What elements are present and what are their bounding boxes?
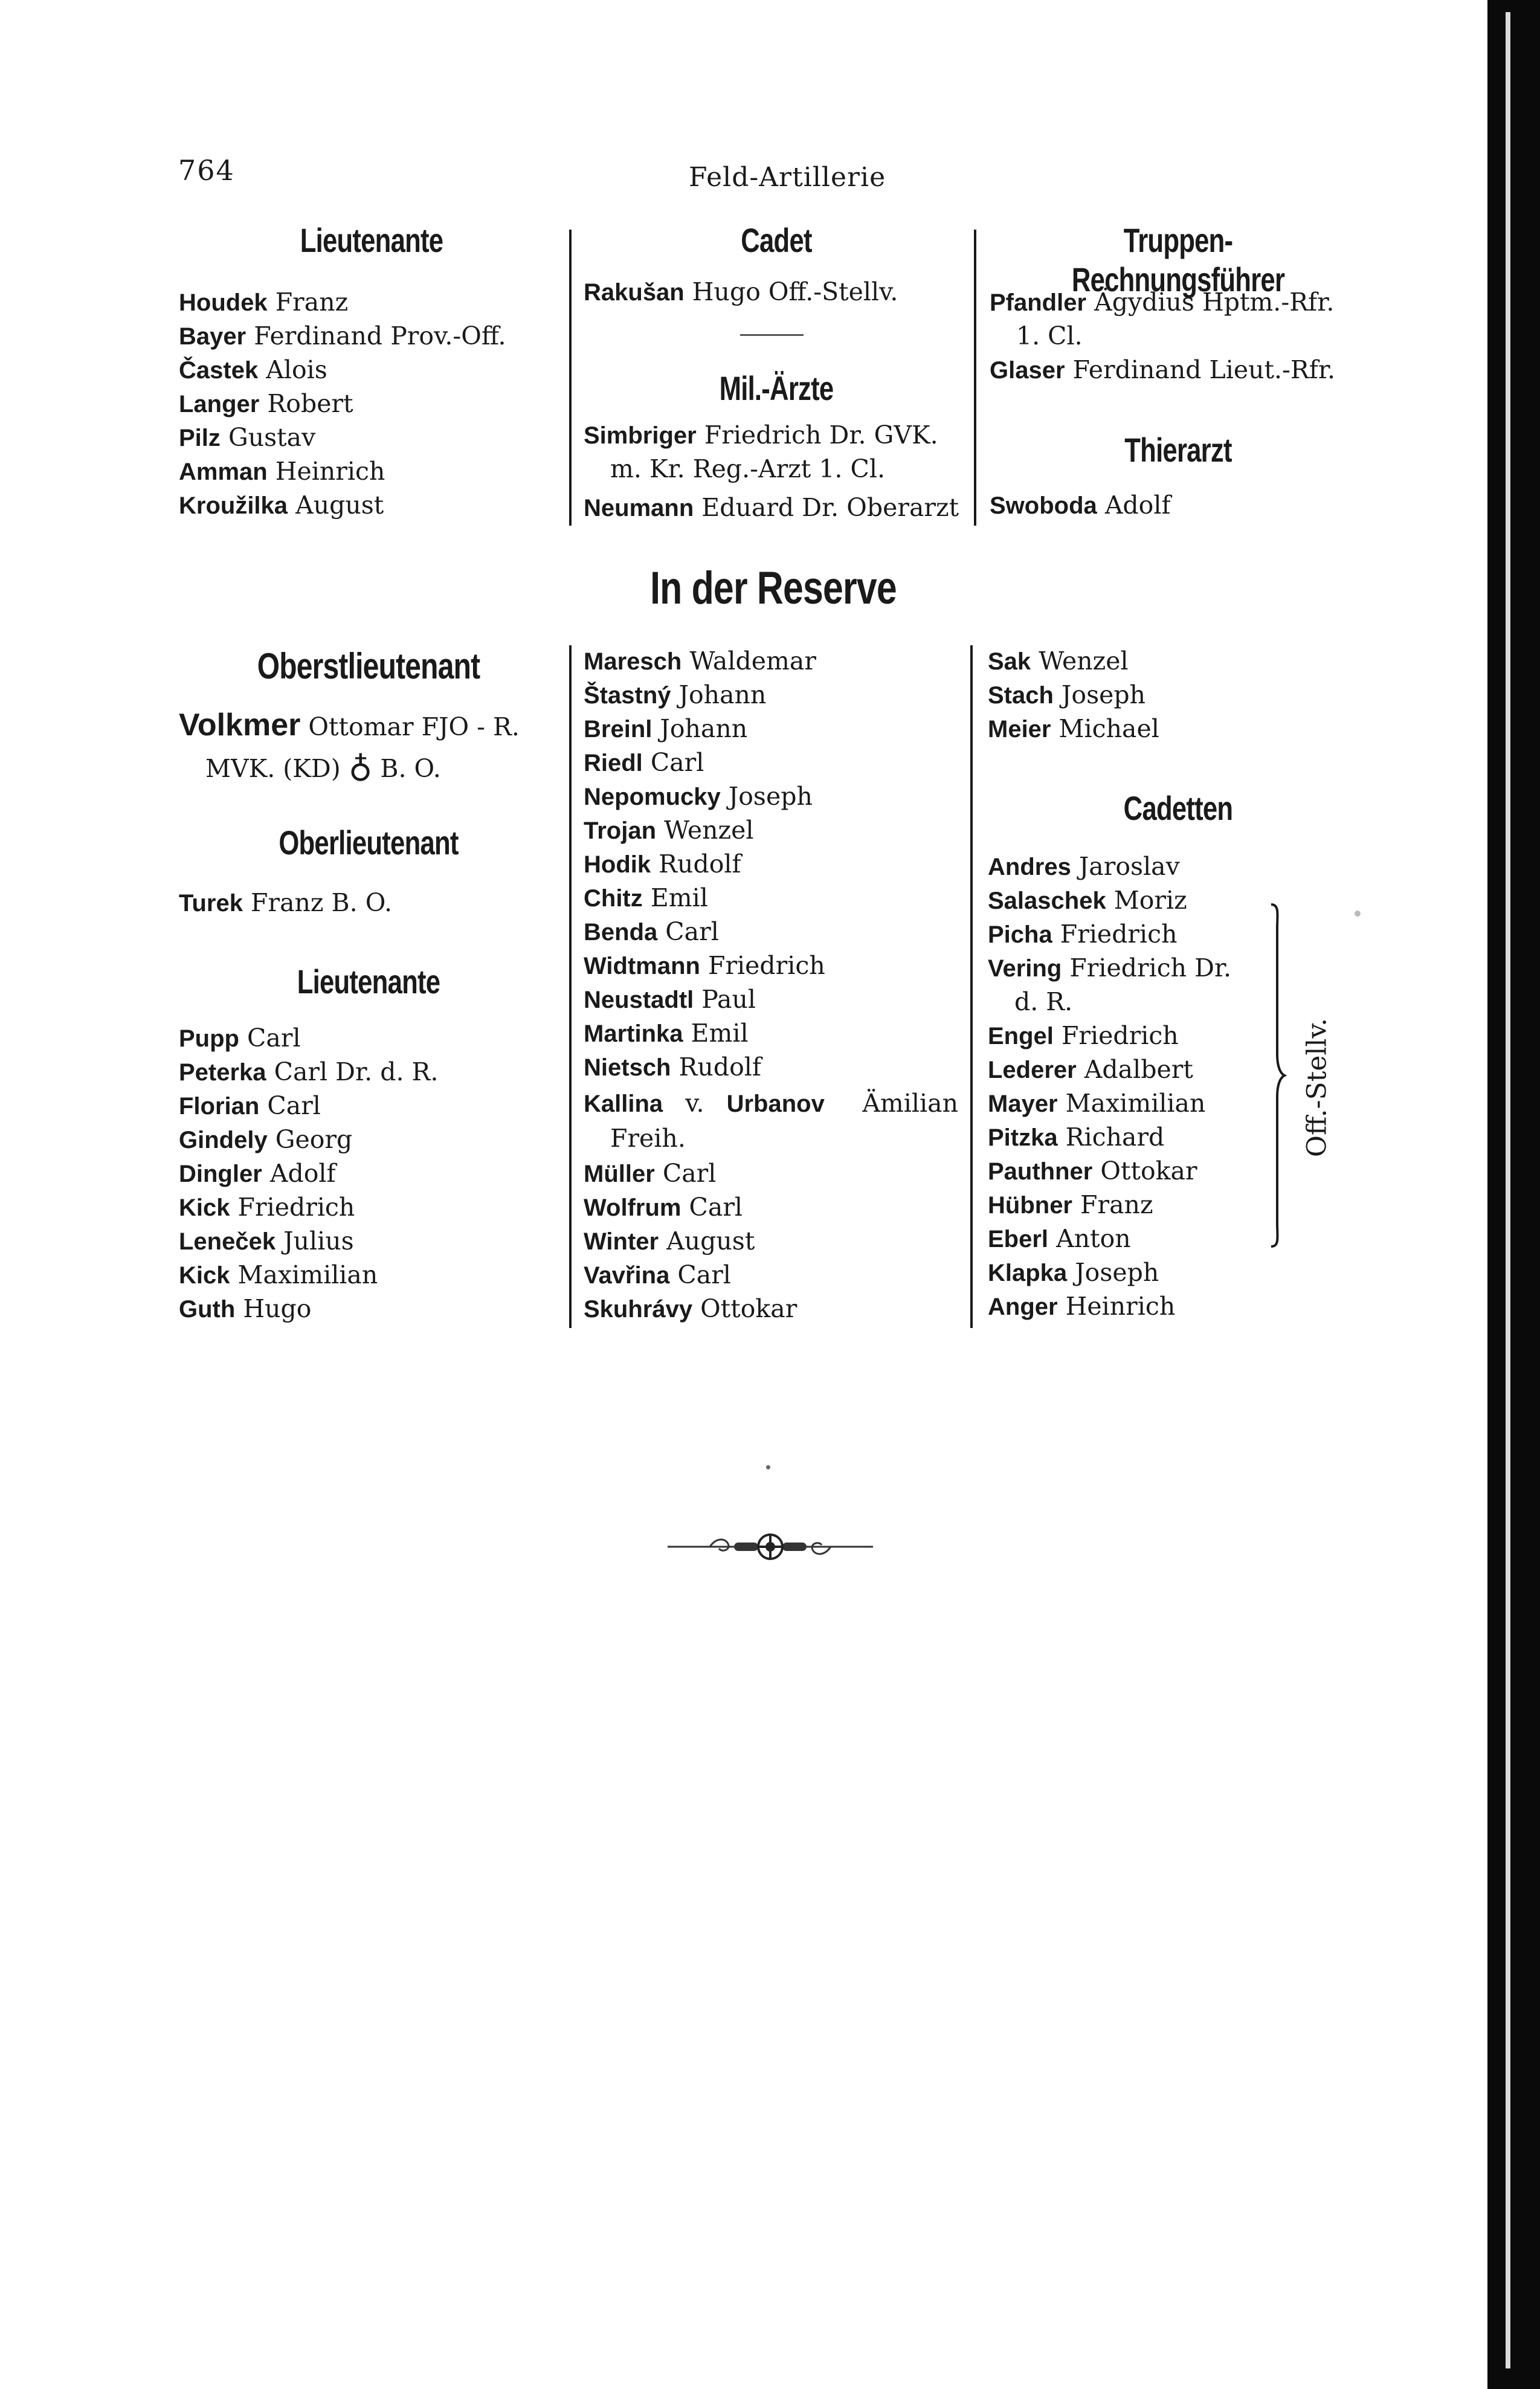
list-item: Častek Alois xyxy=(179,355,327,384)
off-stellv-side-label: Off.-Stellv. xyxy=(1301,1017,1333,1158)
list-item: Kick Friedrich xyxy=(179,1193,355,1222)
list-item: Dingler Adolf xyxy=(179,1159,336,1188)
list-item: Engel Friedrich xyxy=(988,1021,1179,1050)
list-item: Stach Joseph xyxy=(988,680,1146,709)
list-item: Breinl Johann xyxy=(584,714,748,743)
list-item: Simbriger Friedrich Dr. GVK. xyxy=(584,421,938,450)
scan-speck xyxy=(1355,911,1361,917)
list-item: Salaschek Moriz xyxy=(988,886,1187,915)
scan-speck xyxy=(766,1465,770,1469)
list-item-continuation: m. Kr. Reg.-Arzt 1. Cl. xyxy=(610,454,885,483)
list-item: Nietsch Rudolf xyxy=(584,1053,762,1082)
list-item: Glaser Ferdinand Lieut.-Rfr. xyxy=(990,355,1336,384)
list-item: Klapka Joseph xyxy=(988,1258,1159,1287)
curly-brace xyxy=(1269,903,1287,1248)
list-item: Pfandler Ägydius Hptm.-Rfr. xyxy=(990,288,1335,317)
list-item: Pupp Carl xyxy=(179,1024,301,1053)
oberlieutenant-heading: Oberlieutenant xyxy=(279,824,459,862)
column-rule xyxy=(970,645,973,1328)
list-item: Skuhrávy Ottokar xyxy=(584,1294,797,1323)
list-item: Martinka Emil xyxy=(584,1019,749,1048)
list-item-continuation: d. R. xyxy=(1014,987,1073,1016)
list-item: Trojan Wenzel xyxy=(584,816,754,845)
list-item: Volkmer Ottomar FJO - R. xyxy=(179,708,520,743)
list-item: Bayer Ferdinand Prov.-Off. xyxy=(179,321,506,350)
list-item: Peterka Carl Dr. d. R. xyxy=(179,1057,439,1086)
list-item: Swoboda Adolf xyxy=(990,491,1171,520)
list-item: Guth Hugo xyxy=(179,1294,312,1323)
list-item: Pauthner Ottokar xyxy=(988,1156,1197,1185)
mil-aerzte-heading: Mil.-Ärzte xyxy=(719,369,834,407)
column-rule xyxy=(569,645,572,1328)
list-item: Widtmann Friedrich xyxy=(584,951,825,980)
list-item: Kick Maximilian xyxy=(179,1260,378,1289)
divider xyxy=(740,334,804,336)
list-item: Vavřina Carl xyxy=(584,1260,731,1289)
list-item: Hübner Franz xyxy=(988,1190,1153,1219)
list-item: Maresch Waldemar xyxy=(584,646,816,675)
list-item: Neustadtl Paul xyxy=(584,985,756,1014)
reserve-lieutenante-heading: Lieutenante xyxy=(297,962,440,1001)
list-item: Langer Robert xyxy=(179,389,353,418)
top-lieutenante-heading: Lieutenante xyxy=(300,221,443,259)
reserve-heading: In der Reserve xyxy=(650,563,897,614)
list-item: Hodik Rudolf xyxy=(584,850,741,879)
list-item: Lederer Adalbert xyxy=(988,1055,1193,1084)
list-item: Gindely Georg xyxy=(179,1125,353,1154)
list-item: Eberl Anton xyxy=(988,1224,1131,1253)
list-item: Anger Heinrich xyxy=(988,1292,1176,1321)
list-item: Mayer Maximilian xyxy=(988,1089,1206,1118)
scan-right-edge xyxy=(1487,0,1540,2389)
ornament-divider-icon xyxy=(668,1526,873,1568)
list-item: Florian Carl xyxy=(179,1091,321,1120)
list-item: Chitz Emil xyxy=(584,883,708,912)
column-rule xyxy=(569,230,572,526)
running-title: Feld-Artillerie xyxy=(689,162,886,193)
list-item: Kroužilka August xyxy=(179,491,384,520)
list-item: Wolfrum Carl xyxy=(584,1193,743,1222)
list-item: Turek Franz B. O. xyxy=(179,888,392,917)
list-item: Andres Jaroslav xyxy=(988,852,1180,881)
truppen-rechnungsfuehrer-heading: Truppen-Rechnungsführer xyxy=(1071,221,1285,298)
list-item: Winter August xyxy=(584,1227,755,1256)
list-item: Sak Wenzel xyxy=(988,646,1129,675)
list-item: Riedl Carl xyxy=(584,748,704,777)
column-rule xyxy=(974,230,976,526)
list-item: Houdek Franz xyxy=(179,288,349,317)
list-item: Kallina v. Urbanov Ämilian xyxy=(584,1089,958,1118)
list-item-continuation: Freih. xyxy=(610,1124,686,1153)
list-item: Picha Friedrich xyxy=(988,920,1178,949)
list-item: Amman Heinrich xyxy=(179,457,385,486)
thierarzt-heading: Thierarzt xyxy=(1124,431,1232,469)
list-item: Leneček Julius xyxy=(179,1227,354,1256)
list-item: Neumann Eduard Dr. Oberarzt xyxy=(584,493,959,522)
list-item-continuation: MVK. (KD) ♁ B. O. xyxy=(205,747,441,785)
cadetten-heading: Cadetten xyxy=(1123,789,1233,827)
list-item: Nepomucky Joseph xyxy=(584,782,813,811)
list-item: Müller Carl xyxy=(584,1159,717,1188)
list-item: Benda Carl xyxy=(584,917,719,946)
list-item: Meier Michael xyxy=(988,714,1159,743)
list-item: Pitzka Richard xyxy=(988,1123,1165,1152)
list-item: Štastný Johann xyxy=(584,680,767,709)
scan-edge-line xyxy=(1506,12,1510,2368)
list-item-continuation: 1. Cl. xyxy=(1016,321,1083,350)
list-item: Pilz Gustav xyxy=(179,423,316,452)
page-number: 764 xyxy=(178,154,235,187)
oberstlieutenant-heading: Oberstlieutenant xyxy=(257,646,480,686)
top-cadet-heading: Cadet xyxy=(741,221,812,259)
list-item: Rakušan Hugo Off.-Stellv. xyxy=(584,277,898,306)
decoration-symbol: ♁ xyxy=(348,747,373,785)
list-item: Vering Friedrich Dr. xyxy=(988,953,1232,982)
